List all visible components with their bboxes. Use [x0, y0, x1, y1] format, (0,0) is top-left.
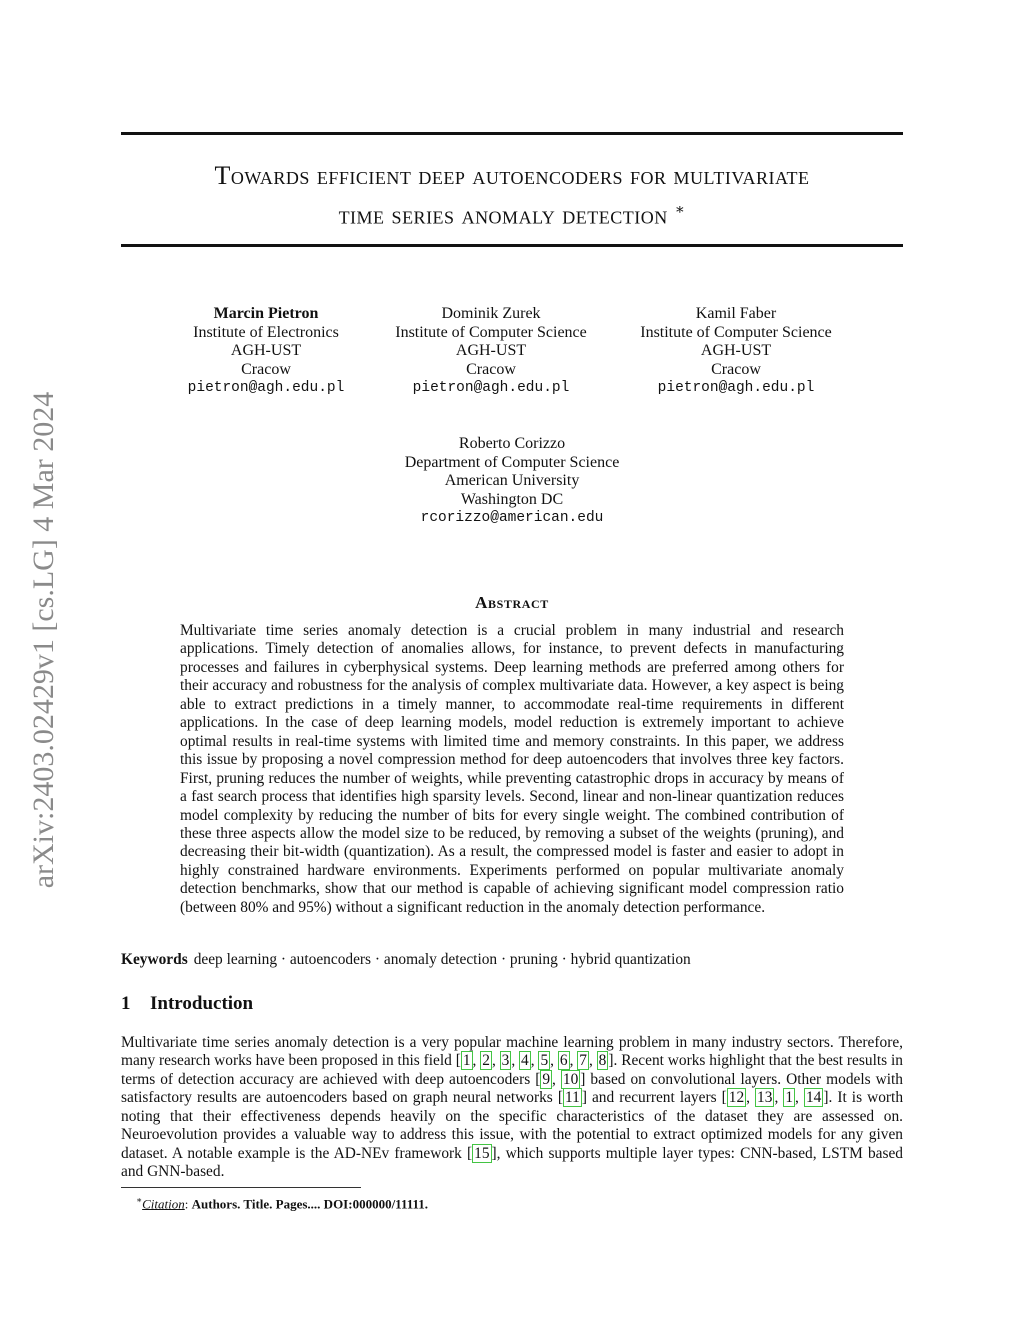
citation-link[interactable]: 10 — [562, 1070, 579, 1088]
author-name: Kamil Faber — [695, 305, 777, 322]
keywords-label: Keywords — [121, 951, 188, 968]
citation-link[interactable]: 1 — [462, 1052, 471, 1070]
citation-link[interactable]: 11 — [564, 1089, 580, 1107]
footnote-label: Citation — [142, 1196, 185, 1212]
author-affiliation: Department of Computer Science — [404, 453, 620, 471]
author-block-3 — [606, 305, 866, 398]
author-block-2 — [361, 305, 621, 398]
author-email[interactable]: pietron@agh.edu.pl — [412, 380, 570, 396]
abstract-heading: Abstract — [475, 593, 549, 612]
citation-link[interactable]: 3 — [501, 1052, 510, 1070]
author-name: Marcin Pietron — [213, 305, 319, 322]
author-email[interactable]: pietron@agh.edu.pl — [187, 380, 345, 396]
author-block-4 — [382, 435, 642, 528]
citation-link[interactable]: 9 — [542, 1070, 551, 1088]
author-university: AGH-UST — [455, 342, 527, 359]
section-title: Introduction — [150, 993, 254, 1014]
citation-link[interactable]: 1 — [785, 1089, 794, 1107]
citation-link[interactable]: 5 — [540, 1052, 549, 1070]
intro-text: ]. It is worth noting that their effectiveness depends heavily on the specific characteristics of the dataset they are assessed on. Neuroevolution provides a valuable way to address this issue, with the potential to extract optimized models for any given dataset. A notable example is the AD-NEv framework [ — [121, 1089, 904, 1162]
intro-text: ], which supports multiple layer types: CNN-based, LSTM based and GNN-based. — [121, 1144, 903, 1181]
author-block-1 — [136, 305, 396, 398]
section-heading-introduction — [121, 993, 253, 1015]
citation-link[interactable]: 13 — [757, 1089, 773, 1107]
arxiv-identifier-stamp — [26, 340, 62, 940]
author-city: Cracow — [241, 360, 291, 378]
citation-link[interactable]: 8 — [598, 1052, 607, 1070]
author-city: Cracow — [466, 360, 516, 378]
author-name: Roberto Corizzo — [458, 435, 566, 452]
intro-text: Multivariate time series anomaly detection is a very popular machine learning problem in many industry sectors. Therefore, many research works have been proposed in this field [ — [121, 1034, 903, 1070]
footnote-text: Authors. Title. Pages.... DOI:000000/11111. — [191, 1196, 429, 1212]
arxiv-identifier-text: arXiv:2403.02429v1 [cs.LG] 4 Mar 2024 — [27, 391, 60, 889]
author-university: AGH-UST — [700, 342, 772, 359]
citation-link[interactable]: 15 — [474, 1144, 490, 1162]
abstract-body: Multivariate time series anomaly detection is a crucial problem in many industrial and research applications. Timely detection of anomalies allows, for instance, to prevent defects in manufacturing processes and failures in cyberphysical systems. Deep learning methods are preferred among others for their accuracy and robustness for the analysis of complex multivariate data. However, a key aspect is being able to extract predictions in a timely manner, to accommodate real-time requirements in different applications. In the case of deep learning models, model reduction is extremely important to achieve optimal results in real-time systems with limited time and memory constraints. In this paper, we address this issue by proposing a novel compression method for deep autoencoders that involves three key factors. First, pruning reduces the number of weights, while preventing catastrophic drops in accuracy by means of a fast search process that identifies high sparsity levels. Second, linear and non-linear quantization reduces model complexity by reducing the number of bits for every single weight. The combined contribution of these three aspects allow the model size to be reduced, by removing a subset of the weights (pruning), and decreasing their bit-width (quantization). As a result, the compressed model is faster and easier to adopt in highly constrained hardware environments. Experiments performed on popular multivariate anomaly detection benchmarks, show that our method is capable of achieving significant model compression ratio (between 80% and 95%) without a significant reduction in the anomaly detection performance. — [180, 622, 844, 916]
title-footnote-marker: ∗ — [674, 202, 686, 218]
citation-link[interactable]: 4 — [521, 1052, 529, 1070]
footnote-rule — [121, 1187, 361, 1188]
citation-link[interactable]: 7 — [579, 1052, 587, 1070]
title-top-rule — [121, 132, 903, 135]
author-affiliation: Institute of Electronics — [193, 323, 339, 341]
footnote-marker: ∗ — [136, 1195, 143, 1205]
section-number: 1 — [121, 993, 131, 1014]
title-bottom-rule — [121, 244, 903, 247]
author-affiliation: Institute of Computer Science — [395, 323, 587, 341]
author-city: Washington DC — [460, 490, 564, 508]
keywords-text: deep learning · autoencoders · anomaly detection · pruning · hybrid quantization — [193, 951, 691, 968]
author-email[interactable]: rcorizzo@american.edu — [420, 510, 604, 526]
footnote: ∗Citation: Authors. Title. Pages.... DOI:000000/11111. — [136, 1195, 429, 1212]
keywords-line — [121, 950, 903, 969]
introduction-paragraph: Multivariate time series anomaly detection is a very popular machine learning problem in many industry sectors. Therefore, many research works have been proposed in this field [ 1 , 2 , 3 , 4 , 5 , 6 , 7 , 8 ]. Recent works highlight that the best results in terms of detection accuracy are achieved with deep autoencoders [ 9 , 10 ] based on convolutional layers. Other models with satisfactory results are autoencoders based on graph neural networks [ 11 ] and recurrent layers [ 12 , 13 , 1 , 14 ]. It is worth noting that their effectiveness depends heavily on the specific characteristics of the dataset they are assessed on. Neuroevolution provides a valuable way to address this issue, with the potential to extract optimized models for any given dataset. A notable example is the AD-NEv framework [ 15 ], which supports multiple layer types: CNN-based, LSTM based and GNN-based. — [121, 1034, 904, 1181]
intro-text: ] and recurrent layers [ — [581, 1089, 727, 1107]
author-affiliation: Institute of Computer Science — [640, 323, 832, 341]
citation-link[interactable]: 12 — [728, 1089, 745, 1107]
citation-link[interactable]: 14 — [805, 1089, 822, 1107]
author-university: AGH-UST — [230, 342, 302, 359]
author-university: American University — [444, 472, 580, 489]
author-email[interactable]: pietron@agh.edu.pl — [657, 380, 815, 396]
citation-link[interactable]: 6 — [559, 1052, 568, 1070]
author-city: Cracow — [711, 360, 761, 378]
paper-title — [110, 158, 914, 233]
intro-text: ]. Recent works highlight that the best results in terms of detection accuracy are achieved with deep autoencoders [ — [121, 1052, 903, 1088]
citation-link[interactable]: 2 — [482, 1052, 490, 1070]
author-name: Dominik Zurek — [441, 305, 541, 322]
intro-text: ] based on convolutional layers. Other models with satisfactory results are autoencoders based on graph neural networks [ — [121, 1070, 903, 1107]
title-line-1: Towards efficient deep autoencoders for multivariate — [214, 161, 810, 190]
title-line-2: time series anomaly detection ∗ — [338, 200, 686, 230]
